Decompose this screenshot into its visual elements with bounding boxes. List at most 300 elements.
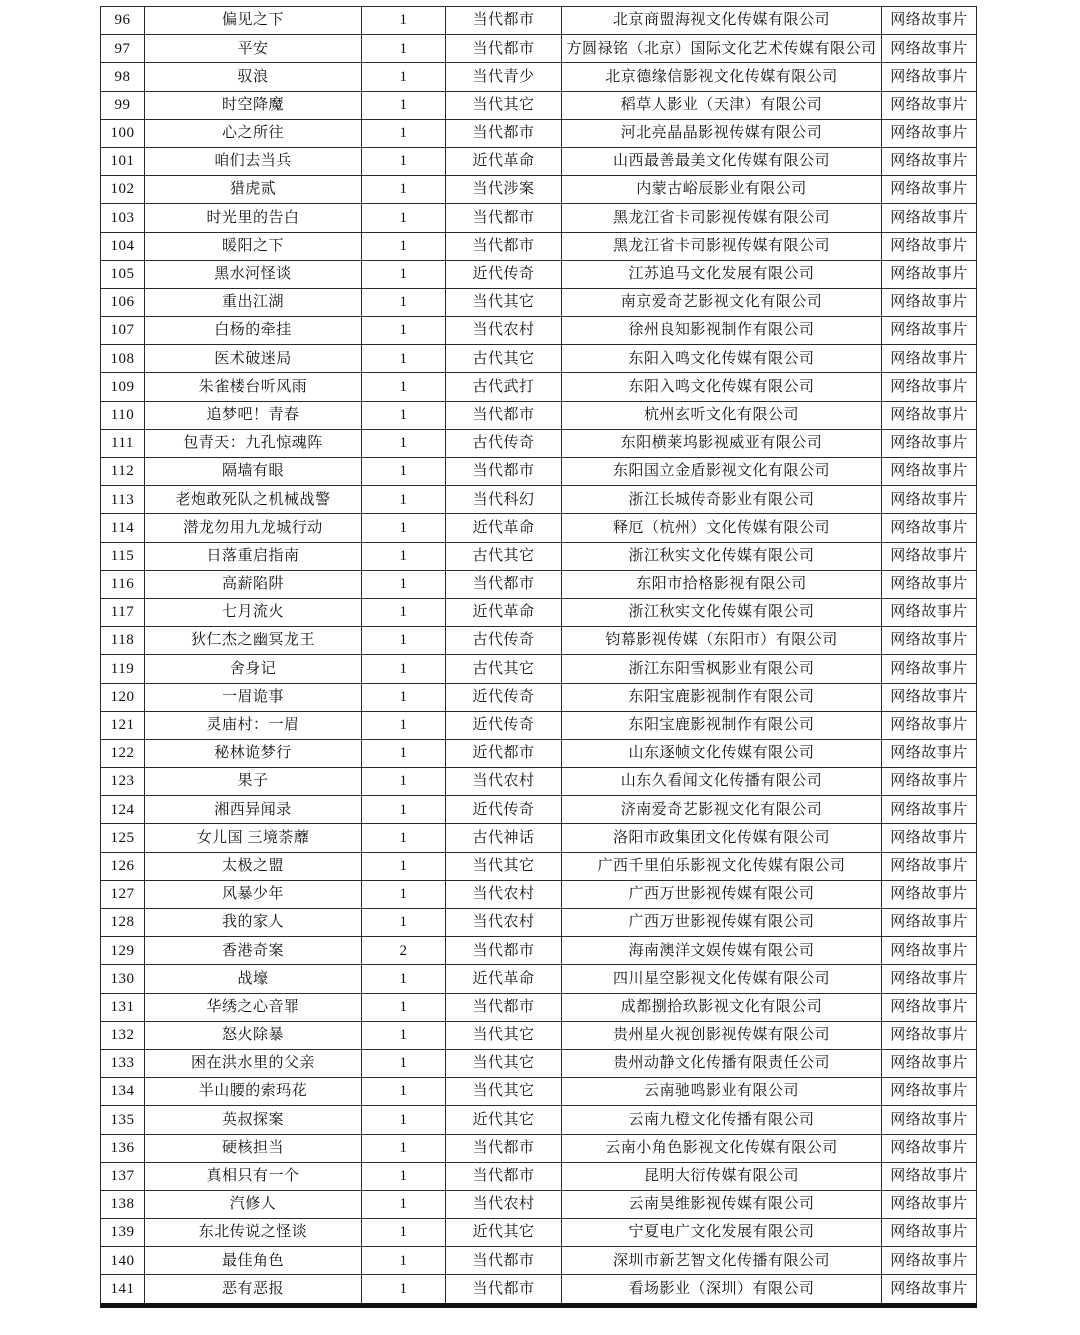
cell-title: 狄仁杰之幽冥龙王 [145, 627, 362, 655]
cell-genre: 当代都市 [446, 937, 562, 965]
cell-no: 105 [101, 260, 145, 288]
cell-episodes: 1 [362, 429, 446, 457]
cell-episodes: 1 [362, 317, 446, 345]
table-row [101, 768, 977, 796]
cell-genre: 近代其它 [446, 1106, 562, 1134]
table-row [101, 486, 977, 514]
cell-episodes: 1 [362, 1190, 446, 1218]
cell-no: 110 [101, 401, 145, 429]
cell-company: 内蒙古峪辰影业有限公司 [562, 176, 882, 204]
cell-episodes: 1 [362, 1134, 446, 1162]
cell-no: 104 [101, 232, 145, 260]
table-row [101, 63, 977, 91]
cell-genre: 近代传奇 [446, 683, 562, 711]
table-row [101, 1162, 977, 1190]
cell-episodes: 1 [362, 880, 446, 908]
cell-company: 四川星空影视文化传媒有限公司 [562, 965, 882, 993]
table-row [101, 1049, 977, 1077]
table-row [101, 232, 977, 260]
cell-episodes: 1 [362, 739, 446, 767]
cell-type: 网络故事片 [882, 739, 977, 767]
cell-company: 北京德缘信影视文化传媒有限公司 [562, 63, 882, 91]
cell-no: 116 [101, 570, 145, 598]
table-row [101, 119, 977, 147]
cell-no: 100 [101, 119, 145, 147]
cell-title: 硬核担当 [145, 1134, 362, 1162]
cell-episodes: 1 [362, 147, 446, 175]
cell-type: 网络故事片 [882, 401, 977, 429]
cell-company: 东阳国立金盾影视文化有限公司 [562, 458, 882, 486]
cell-episodes: 1 [362, 514, 446, 542]
table-row [101, 176, 977, 204]
cell-type: 网络故事片 [882, 937, 977, 965]
cell-no: 109 [101, 373, 145, 401]
cell-type: 网络故事片 [882, 1021, 977, 1049]
cell-company: 山东逐帧文化传媒有限公司 [562, 739, 882, 767]
cell-title: 舍身记 [145, 655, 362, 683]
cell-title: 医术破迷局 [145, 345, 362, 373]
cell-genre: 当代都市 [446, 35, 562, 63]
cell-no: 135 [101, 1106, 145, 1134]
cell-title: 朱雀楼台听风雨 [145, 373, 362, 401]
cell-type: 网络故事片 [882, 824, 977, 852]
cell-type: 网络故事片 [882, 1106, 977, 1134]
cell-company: 东阳宝鹿影视制作有限公司 [562, 683, 882, 711]
table-row [101, 1134, 977, 1162]
cell-company: 东阳入鸣文化传媒有限公司 [562, 345, 882, 373]
cell-company: 东阳市拾格影视有限公司 [562, 570, 882, 598]
table-row [101, 542, 977, 570]
cell-no: 128 [101, 909, 145, 937]
cell-genre: 古代神话 [446, 824, 562, 852]
cell-genre: 近代传奇 [446, 711, 562, 739]
cell-title: 潜龙勿用九龙城行动 [145, 514, 362, 542]
cell-genre: 当代农村 [446, 1190, 562, 1218]
cell-type: 网络故事片 [882, 1190, 977, 1218]
cell-type: 网络故事片 [882, 683, 977, 711]
cell-company: 云南驰鸣影业有限公司 [562, 1078, 882, 1106]
cell-type: 网络故事片 [882, 1219, 977, 1247]
cell-title: 包青天：九孔惊魂阵 [145, 429, 362, 457]
table-row [101, 880, 977, 908]
cell-type: 网络故事片 [882, 655, 977, 683]
cell-episodes: 2 [362, 937, 446, 965]
cell-episodes: 1 [362, 7, 446, 35]
cell-title: 七月流火 [145, 598, 362, 626]
cell-genre: 当代农村 [446, 909, 562, 937]
cell-episodes: 1 [362, 1106, 446, 1134]
table-body [101, 7, 977, 1306]
cell-type: 网络故事片 [882, 373, 977, 401]
cell-genre: 近代传奇 [446, 260, 562, 288]
cell-genre: 当代科幻 [446, 486, 562, 514]
cell-type: 网络故事片 [882, 627, 977, 655]
cell-genre: 当代农村 [446, 768, 562, 796]
table-row [101, 1275, 977, 1305]
cell-company: 深圳市新艺智文化传播有限公司 [562, 1247, 882, 1275]
cell-no: 97 [101, 35, 145, 63]
cell-episodes: 1 [362, 852, 446, 880]
cell-genre: 近代革命 [446, 147, 562, 175]
cell-title: 汽修人 [145, 1190, 362, 1218]
cell-episodes: 1 [362, 176, 446, 204]
cell-no: 130 [101, 965, 145, 993]
cell-title: 果子 [145, 768, 362, 796]
table-row [101, 204, 977, 232]
cell-episodes: 1 [362, 288, 446, 316]
cell-genre: 古代其它 [446, 345, 562, 373]
table-row [101, 35, 977, 63]
cell-genre: 当代都市 [446, 204, 562, 232]
cell-type: 网络故事片 [882, 1049, 977, 1077]
table-row [101, 260, 977, 288]
cell-no: 122 [101, 739, 145, 767]
cell-type: 网络故事片 [882, 796, 977, 824]
cell-genre: 古代其它 [446, 542, 562, 570]
cell-company: 稻草人影业（天津）有限公司 [562, 91, 882, 119]
cell-title: 困在洪水里的父亲 [145, 1049, 362, 1077]
cell-title: 暖阳之下 [145, 232, 362, 260]
cell-title: 半山腰的索玛花 [145, 1078, 362, 1106]
cell-episodes: 1 [362, 909, 446, 937]
cell-company: 浙江东阳雪枫影业有限公司 [562, 655, 882, 683]
cell-type: 网络故事片 [882, 909, 977, 937]
table-row [101, 711, 977, 739]
cell-company: 浙江长城传奇影业有限公司 [562, 486, 882, 514]
cell-genre: 近代革命 [446, 965, 562, 993]
cell-company: 贵州星火视创影视传媒有限公司 [562, 1021, 882, 1049]
cell-company: 成都捌拾玖影视文化有限公司 [562, 993, 882, 1021]
cell-company: 云南九橙文化传播有限公司 [562, 1106, 882, 1134]
cell-genre: 当代都市 [446, 1247, 562, 1275]
table-row [101, 570, 977, 598]
cell-title: 女儿国 三境荼蘼 [145, 824, 362, 852]
cell-genre: 当代都市 [446, 119, 562, 147]
cell-company: 广西千里伯乐影视文化传媒有限公司 [562, 852, 882, 880]
cell-episodes: 1 [362, 824, 446, 852]
cell-genre: 古代传奇 [446, 429, 562, 457]
table-row [101, 514, 977, 542]
cell-title: 英叔探案 [145, 1106, 362, 1134]
table-row [101, 429, 977, 457]
cell-no: 136 [101, 1134, 145, 1162]
cell-no: 133 [101, 1049, 145, 1077]
cell-company: 昆明大衍传媒有限公司 [562, 1162, 882, 1190]
cell-genre: 当代都市 [446, 7, 562, 35]
cell-genre: 近代都市 [446, 739, 562, 767]
cell-title: 我的家人 [145, 909, 362, 937]
cell-title: 心之所往 [145, 119, 362, 147]
cell-episodes: 1 [362, 598, 446, 626]
cell-company: 东阳宝鹿影视制作有限公司 [562, 711, 882, 739]
table-row [101, 655, 977, 683]
cell-genre: 古代武打 [446, 373, 562, 401]
cell-no: 123 [101, 768, 145, 796]
cell-no: 106 [101, 288, 145, 316]
cell-title: 咱们去当兵 [145, 147, 362, 175]
cell-episodes: 1 [362, 232, 446, 260]
cell-type: 网络故事片 [882, 147, 977, 175]
cell-genre: 当代青少 [446, 63, 562, 91]
cell-company: 释厄（杭州）文化传媒有限公司 [562, 514, 882, 542]
cell-no: 127 [101, 880, 145, 908]
cell-no: 119 [101, 655, 145, 683]
cell-episodes: 1 [362, 1162, 446, 1190]
table-row [101, 739, 977, 767]
cell-genre: 当代农村 [446, 880, 562, 908]
cell-type: 网络故事片 [882, 1247, 977, 1275]
table-row [101, 317, 977, 345]
cell-title: 灵庙村：一眉 [145, 711, 362, 739]
cell-company: 徐州良知影视制作有限公司 [562, 317, 882, 345]
table-row [101, 458, 977, 486]
cell-no: 115 [101, 542, 145, 570]
cell-type: 网络故事片 [882, 63, 977, 91]
cell-no: 99 [101, 91, 145, 119]
cell-company: 山西最善最美文化传媒有限公司 [562, 147, 882, 175]
cell-title: 恶有恶报 [145, 1275, 362, 1305]
cell-company: 广西万世影视传媒有限公司 [562, 880, 882, 908]
cell-type: 网络故事片 [882, 317, 977, 345]
cell-genre: 近代传奇 [446, 796, 562, 824]
cell-episodes: 1 [362, 711, 446, 739]
cell-company: 贵州动静文化传播有限责任公司 [562, 1049, 882, 1077]
cell-episodes: 1 [362, 570, 446, 598]
table-row [101, 1078, 977, 1106]
cell-episodes: 1 [362, 260, 446, 288]
table-row [101, 1247, 977, 1275]
cell-type: 网络故事片 [882, 176, 977, 204]
cell-no: 137 [101, 1162, 145, 1190]
cell-company: 广西万世影视传媒有限公司 [562, 909, 882, 937]
cell-type: 网络故事片 [882, 260, 977, 288]
cell-episodes: 1 [362, 993, 446, 1021]
cell-company: 洛阳市政集团文化传媒有限公司 [562, 824, 882, 852]
cell-title: 高薪陷阱 [145, 570, 362, 598]
cell-type: 网络故事片 [882, 768, 977, 796]
cell-no: 98 [101, 63, 145, 91]
cell-type: 网络故事片 [882, 345, 977, 373]
cell-no: 101 [101, 147, 145, 175]
table-row [101, 7, 977, 35]
cell-episodes: 1 [362, 1275, 446, 1305]
cell-title: 战壕 [145, 965, 362, 993]
cell-episodes: 1 [362, 683, 446, 711]
cell-type: 网络故事片 [882, 35, 977, 63]
cell-company: 杭州玄听文化有限公司 [562, 401, 882, 429]
cell-genre: 当代其它 [446, 1021, 562, 1049]
cell-genre: 古代其它 [446, 655, 562, 683]
table-row [101, 401, 977, 429]
cell-episodes: 1 [362, 1078, 446, 1106]
cell-episodes: 1 [362, 1219, 446, 1247]
cell-company: 南京爱奇艺影视文化有限公司 [562, 288, 882, 316]
cell-company: 黑龙江省卡司影视传媒有限公司 [562, 232, 882, 260]
cell-genre: 当代都市 [446, 1134, 562, 1162]
cell-title: 偏见之下 [145, 7, 362, 35]
table-row [101, 683, 977, 711]
cell-title: 香港奇案 [145, 937, 362, 965]
cell-episodes: 1 [362, 345, 446, 373]
cell-title: 风暴少年 [145, 880, 362, 908]
cell-title: 追梦吧！青春 [145, 401, 362, 429]
cell-no: 131 [101, 993, 145, 1021]
cell-genre: 当代其它 [446, 1049, 562, 1077]
cell-type: 网络故事片 [882, 1134, 977, 1162]
cell-type: 网络故事片 [882, 91, 977, 119]
cell-title: 太极之盟 [145, 852, 362, 880]
cell-type: 网络故事片 [882, 288, 977, 316]
table-row [101, 909, 977, 937]
cell-title: 重出江湖 [145, 288, 362, 316]
table-row [101, 373, 977, 401]
cell-type: 网络故事片 [882, 993, 977, 1021]
cell-company: 东阳横莱坞影视威亚有限公司 [562, 429, 882, 457]
cell-type: 网络故事片 [882, 570, 977, 598]
cell-title: 黑水河怪谈 [145, 260, 362, 288]
cell-genre: 当代其它 [446, 852, 562, 880]
cell-type: 网络故事片 [882, 598, 977, 626]
cell-company: 看场影业（深圳）有限公司 [562, 1275, 882, 1305]
cell-company: 云南小角色影视文化传媒有限公司 [562, 1134, 882, 1162]
cell-genre: 近代革命 [446, 598, 562, 626]
cell-episodes: 1 [362, 1049, 446, 1077]
cell-genre: 当代都市 [446, 570, 562, 598]
table-row [101, 824, 977, 852]
cell-episodes: 1 [362, 627, 446, 655]
table-row [101, 1219, 977, 1247]
table-row [101, 1190, 977, 1218]
cell-title: 隔墙有眼 [145, 458, 362, 486]
cell-no: 96 [101, 7, 145, 35]
table-row [101, 1106, 977, 1134]
cell-type: 网络故事片 [882, 711, 977, 739]
films-table [100, 6, 977, 1308]
cell-type: 网络故事片 [882, 232, 977, 260]
cell-no: 108 [101, 345, 145, 373]
cell-title: 猎虎贰 [145, 176, 362, 204]
table-row [101, 91, 977, 119]
table-row [101, 993, 977, 1021]
cell-genre: 当代都市 [446, 1162, 562, 1190]
cell-genre: 当代涉案 [446, 176, 562, 204]
table-row [101, 1021, 977, 1049]
cell-episodes: 1 [362, 63, 446, 91]
cell-episodes: 1 [362, 796, 446, 824]
cell-company: 浙江秋实文化传媒有限公司 [562, 598, 882, 626]
cell-episodes: 1 [362, 486, 446, 514]
cell-genre: 当代农村 [446, 317, 562, 345]
cell-title: 老炮敢死队之机械战警 [145, 486, 362, 514]
cell-no: 103 [101, 204, 145, 232]
table-row [101, 345, 977, 373]
cell-no: 126 [101, 852, 145, 880]
cell-no: 117 [101, 598, 145, 626]
cell-type: 网络故事片 [882, 486, 977, 514]
cell-no: 140 [101, 1247, 145, 1275]
cell-genre: 当代都市 [446, 401, 562, 429]
cell-genre: 当代都市 [446, 1275, 562, 1305]
cell-no: 102 [101, 176, 145, 204]
cell-no: 113 [101, 486, 145, 514]
cell-type: 网络故事片 [882, 880, 977, 908]
cell-type: 网络故事片 [882, 1078, 977, 1106]
cell-title: 最佳角色 [145, 1247, 362, 1275]
cell-title: 秘林诡梦行 [145, 739, 362, 767]
cell-episodes: 1 [362, 1021, 446, 1049]
cell-no: 111 [101, 429, 145, 457]
cell-company: 方圆禄铭（北京）国际文化艺术传媒有限公司 [562, 35, 882, 63]
table-row [101, 598, 977, 626]
cell-episodes: 1 [362, 1247, 446, 1275]
cell-type: 网络故事片 [882, 514, 977, 542]
cell-genre: 当代其它 [446, 288, 562, 316]
cell-no: 118 [101, 627, 145, 655]
cell-type: 网络故事片 [882, 7, 977, 35]
cell-title: 怒火除暴 [145, 1021, 362, 1049]
cell-no: 132 [101, 1021, 145, 1049]
table-row [101, 627, 977, 655]
cell-company: 河北亮晶晶影视传媒有限公司 [562, 119, 882, 147]
cell-no: 139 [101, 1219, 145, 1247]
cell-no: 114 [101, 514, 145, 542]
cell-company: 江苏追马文化发展有限公司 [562, 260, 882, 288]
cell-company: 东阳入鸣文化传媒有限公司 [562, 373, 882, 401]
cell-title: 东北传说之怪谈 [145, 1219, 362, 1247]
table-row [101, 937, 977, 965]
cell-genre: 当代其它 [446, 1078, 562, 1106]
cell-company: 济南爱奇艺影视文化有限公司 [562, 796, 882, 824]
cell-no: 107 [101, 317, 145, 345]
cell-type: 网络故事片 [882, 458, 977, 486]
cell-company: 宁夏电广文化发展有限公司 [562, 1219, 882, 1247]
cell-title: 白杨的牵挂 [145, 317, 362, 345]
cell-genre: 近代革命 [446, 514, 562, 542]
cell-no: 141 [101, 1275, 145, 1305]
cell-company: 浙江秋实文化传媒有限公司 [562, 542, 882, 570]
table-row [101, 965, 977, 993]
cell-company: 山东久看闻文化传播有限公司 [562, 768, 882, 796]
cell-genre: 近代其它 [446, 1219, 562, 1247]
cell-no: 124 [101, 796, 145, 824]
cell-title: 驭浪 [145, 63, 362, 91]
cell-episodes: 1 [362, 542, 446, 570]
cell-no: 129 [101, 937, 145, 965]
cell-episodes: 1 [362, 91, 446, 119]
cell-title: 一眉诡事 [145, 683, 362, 711]
cell-title: 日落重启指南 [145, 542, 362, 570]
cell-no: 121 [101, 711, 145, 739]
table-row [101, 147, 977, 175]
cell-company: 黑龙江省卡司影视传媒有限公司 [562, 204, 882, 232]
cell-genre: 当代都市 [446, 993, 562, 1021]
cell-episodes: 1 [362, 35, 446, 63]
cell-company: 北京商盟海视文化传媒有限公司 [562, 7, 882, 35]
cell-genre: 当代都市 [446, 458, 562, 486]
cell-type: 网络故事片 [882, 542, 977, 570]
cell-title: 平安 [145, 35, 362, 63]
cell-type: 网络故事片 [882, 429, 977, 457]
cell-episodes: 1 [362, 119, 446, 147]
cell-episodes: 1 [362, 373, 446, 401]
cell-episodes: 1 [362, 401, 446, 429]
cell-episodes: 1 [362, 204, 446, 232]
cell-company: 钧幕影视传媒（东阳市）有限公司 [562, 627, 882, 655]
cell-no: 134 [101, 1078, 145, 1106]
cell-genre: 古代传奇 [446, 627, 562, 655]
cell-title: 时空降魔 [145, 91, 362, 119]
cell-episodes: 1 [362, 655, 446, 683]
